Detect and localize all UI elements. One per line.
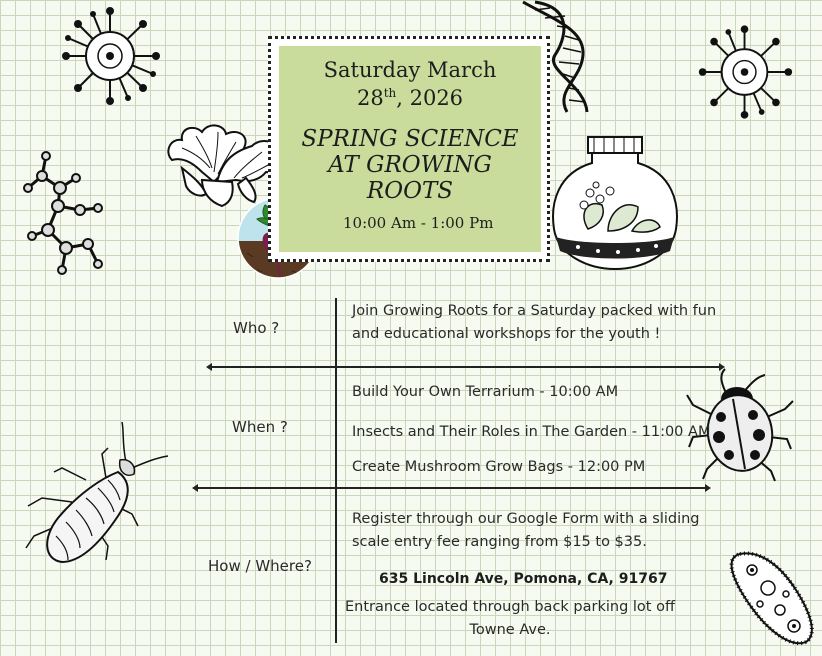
who-text [352, 300, 732, 346]
table-vertical-divider [335, 298, 337, 643]
paramecium-illustration [722, 548, 822, 648]
table-row-divider [210, 366, 720, 368]
entrance-line: Towne Ave. [469, 622, 551, 638]
event-date-line2 [279, 86, 541, 110]
who-line: and educational workshops for the youth ! [352, 326, 661, 342]
virus-illustration [695, 22, 795, 122]
arrow-tip [719, 363, 725, 371]
event-title-line: ROOTS [366, 178, 454, 204]
event-day-suffix: th [383, 86, 397, 100]
workshop-item: Create Mushroom Grow Bags - 12:00 PM [352, 459, 646, 475]
cockroach-illustration [22, 420, 172, 570]
terrarium-illustration [548, 133, 682, 273]
molecule-illustration [18, 148, 110, 283]
registration-text [352, 508, 732, 554]
event-day: 28 [356, 86, 384, 110]
table-row-divider [196, 487, 706, 489]
who-line: Join Growing Roots for a Saturday packed with fun [352, 303, 717, 319]
when-label: When ? [232, 418, 288, 436]
arrow-tip [206, 363, 212, 371]
who-label: Who ? [233, 319, 280, 337]
registration-line: Register through our Google Form with a sliding [352, 511, 700, 527]
registration-line: scale entry fee ranging from $15 to $35. [352, 534, 647, 550]
event-title [279, 126, 541, 204]
arrow-tip [705, 484, 711, 492]
event-hours: 10:00 Am - 1:00 Pm [343, 214, 494, 232]
event-title-line: SPRING SCIENCE [301, 126, 519, 152]
entrance-line: Entrance located through back parking lot off [345, 599, 675, 615]
virus-illustration [58, 6, 163, 106]
arrow-tip [192, 484, 198, 492]
event-address: 635 Lincoln Ave, Pomona, CA, 91767 [379, 571, 668, 587]
event-date-line1: Saturday March [323, 58, 497, 82]
entrance-text [340, 596, 680, 642]
workshop-item: Insects and Their Roles in The Garden - 11:00 AM [352, 424, 711, 440]
how-label: How / Where? [208, 557, 312, 575]
event-title-line: AT GROWING [328, 152, 492, 178]
header-card [279, 46, 541, 252]
workshop-item: Build Your Own Terrarium - 10:00 AM [352, 384, 619, 400]
event-year: , 2026 [396, 86, 464, 110]
